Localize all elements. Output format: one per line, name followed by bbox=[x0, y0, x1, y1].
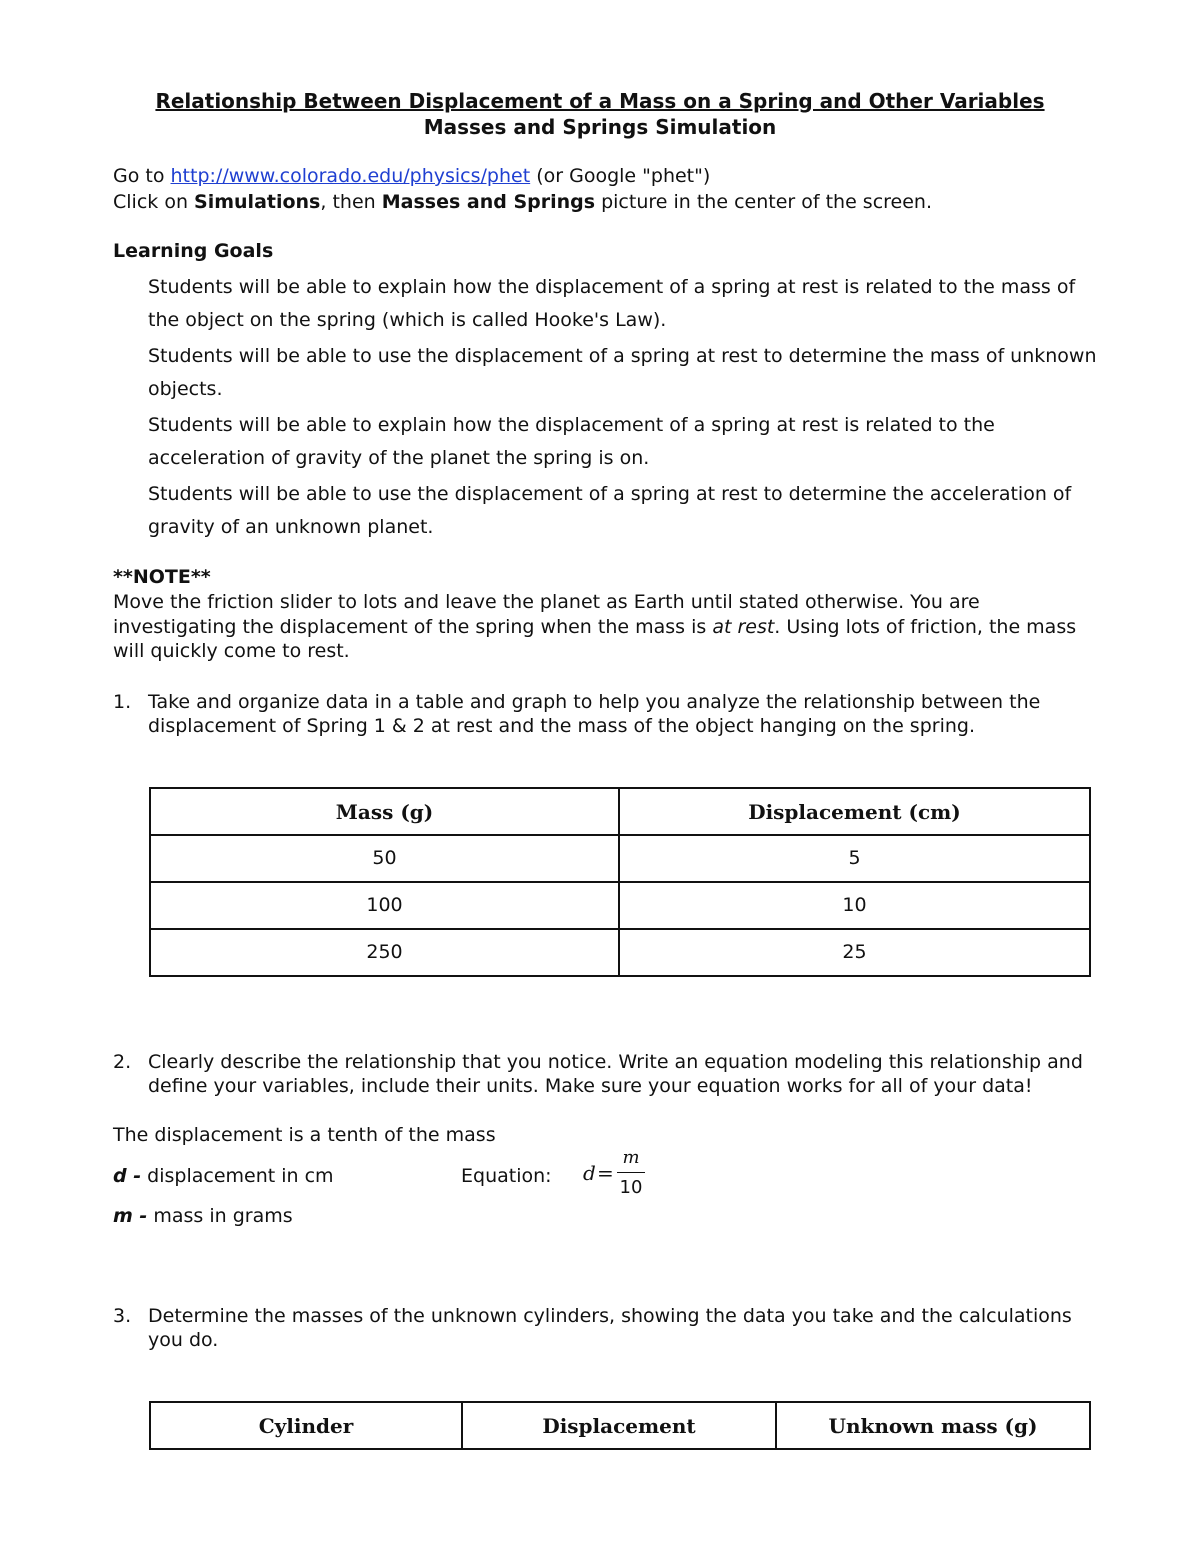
table-header-row bbox=[150, 1402, 1090, 1449]
learning-goals-heading: Learning Goals bbox=[113, 240, 274, 262]
note-line-2-a: investigating the displacement of the spring when the mass is bbox=[113, 616, 713, 638]
equation-denominator: 10 bbox=[619, 1177, 643, 1198]
var-m-symbol: m - bbox=[113, 1205, 148, 1227]
equation-lhs: d bbox=[583, 1161, 596, 1185]
displacement-cell: 25 bbox=[619, 929, 1090, 976]
note-at-rest: at rest bbox=[712, 616, 775, 638]
mass-cell: 250 bbox=[150, 929, 619, 976]
table-header-row bbox=[150, 788, 1090, 835]
learning-goal-3: Students will be able to explain how the displacement of a spring at rest is related to the acceleration of gravity of the planet the spring is on. bbox=[148, 414, 995, 469]
col-header-unknown-mass: Unknown mass (g) bbox=[776, 1402, 1090, 1449]
col-header-displacement: Displacement bbox=[462, 1402, 776, 1449]
cylinder-table bbox=[149, 1401, 1091, 1450]
click-text-3: picture in the center of the screen. bbox=[595, 191, 933, 213]
click-bold-simulations: Simulations bbox=[194, 191, 321, 213]
q1-number: 1. bbox=[113, 691, 132, 713]
mass-displacement-table bbox=[149, 787, 1091, 977]
click-instructions bbox=[113, 190, 932, 215]
q2-text: Clearly describe the relationship that you notice. Write an equation modeling this relationship and define your variables, include their units. Make sure your equation works for all of your data! bbox=[148, 1051, 1083, 1097]
click-bold-masses-springs: Masses and Springs bbox=[381, 191, 596, 213]
learning-goal-4: Students will be able to use the displacement of a spring at rest to determine the acceleration of gravity of an unknown planet. bbox=[148, 483, 1072, 538]
equation-numerator: m bbox=[622, 1147, 640, 1168]
mass-cell: 50 bbox=[150, 835, 619, 882]
q3-text: Determine the masses of the unknown cylinders, showing the data you take and the calculations you do. bbox=[148, 1305, 1072, 1351]
fraction-bar bbox=[617, 1172, 645, 1173]
var-d-description: displacement in cm bbox=[141, 1165, 334, 1187]
var-m-description: mass in grams bbox=[147, 1205, 293, 1227]
col-header-mass: Mass (g) bbox=[150, 788, 619, 835]
phet-link[interactable]: http://www.colorado.edu/physics/phet bbox=[170, 165, 531, 187]
table-row bbox=[150, 835, 1090, 882]
displacement-cell: 10 bbox=[619, 882, 1090, 929]
note-heading: **NOTE** bbox=[113, 566, 211, 588]
table-row bbox=[150, 882, 1090, 929]
q1-text: Take and organize data in a table and graph to help you analyze the relationship between the displacement of Spring 1 & 2 at rest and the mass of the object hanging on the spring. bbox=[148, 691, 1041, 737]
equation-equals: = bbox=[597, 1161, 614, 1185]
q3-number: 3. bbox=[113, 1305, 132, 1327]
q2-number: 2. bbox=[113, 1051, 132, 1073]
q2-answer: The displacement is a tenth of the mass bbox=[113, 1124, 496, 1146]
col-header-cylinder: Cylinder bbox=[150, 1402, 462, 1449]
click-text-2: , then bbox=[320, 191, 382, 213]
col-header-displacement: Displacement (cm) bbox=[619, 788, 1090, 835]
page-subtitle: Masses and Springs Simulation bbox=[423, 115, 777, 139]
equation-label: Equation: bbox=[461, 1165, 552, 1187]
note-line-2-b: . Using lots of friction, the mass bbox=[774, 616, 1077, 638]
note-line-2 bbox=[113, 615, 1076, 640]
note-line-1: Move the friction slider to lots and leave the planet as Earth until stated otherwise. You are bbox=[113, 591, 980, 613]
page-title: Relationship Between Displacement of a Mass on a Spring and Other Variables bbox=[155, 89, 1045, 113]
learning-goal-1: Students will be able to explain how the displacement of a spring at rest is related to the mass of the object on the spring (which is called Hooke's Law). bbox=[148, 276, 1076, 331]
goto-prefix: Go to bbox=[113, 165, 171, 187]
table-row bbox=[150, 929, 1090, 976]
displacement-cell: 5 bbox=[619, 835, 1090, 882]
var-m-definition bbox=[113, 1204, 293, 1229]
goto-line bbox=[113, 164, 710, 189]
goto-suffix: (or Google "phet") bbox=[530, 165, 711, 187]
var-d-definition bbox=[113, 1164, 334, 1189]
learning-goal-2: Students will be able to use the displacement of a spring at rest to determine the mass of unknown objects. bbox=[148, 345, 1097, 400]
click-text-1: Click on bbox=[113, 191, 195, 213]
mass-cell: 100 bbox=[150, 882, 619, 929]
note-line-3: will quickly come to rest. bbox=[113, 640, 350, 662]
var-d-symbol: d - bbox=[113, 1165, 142, 1187]
